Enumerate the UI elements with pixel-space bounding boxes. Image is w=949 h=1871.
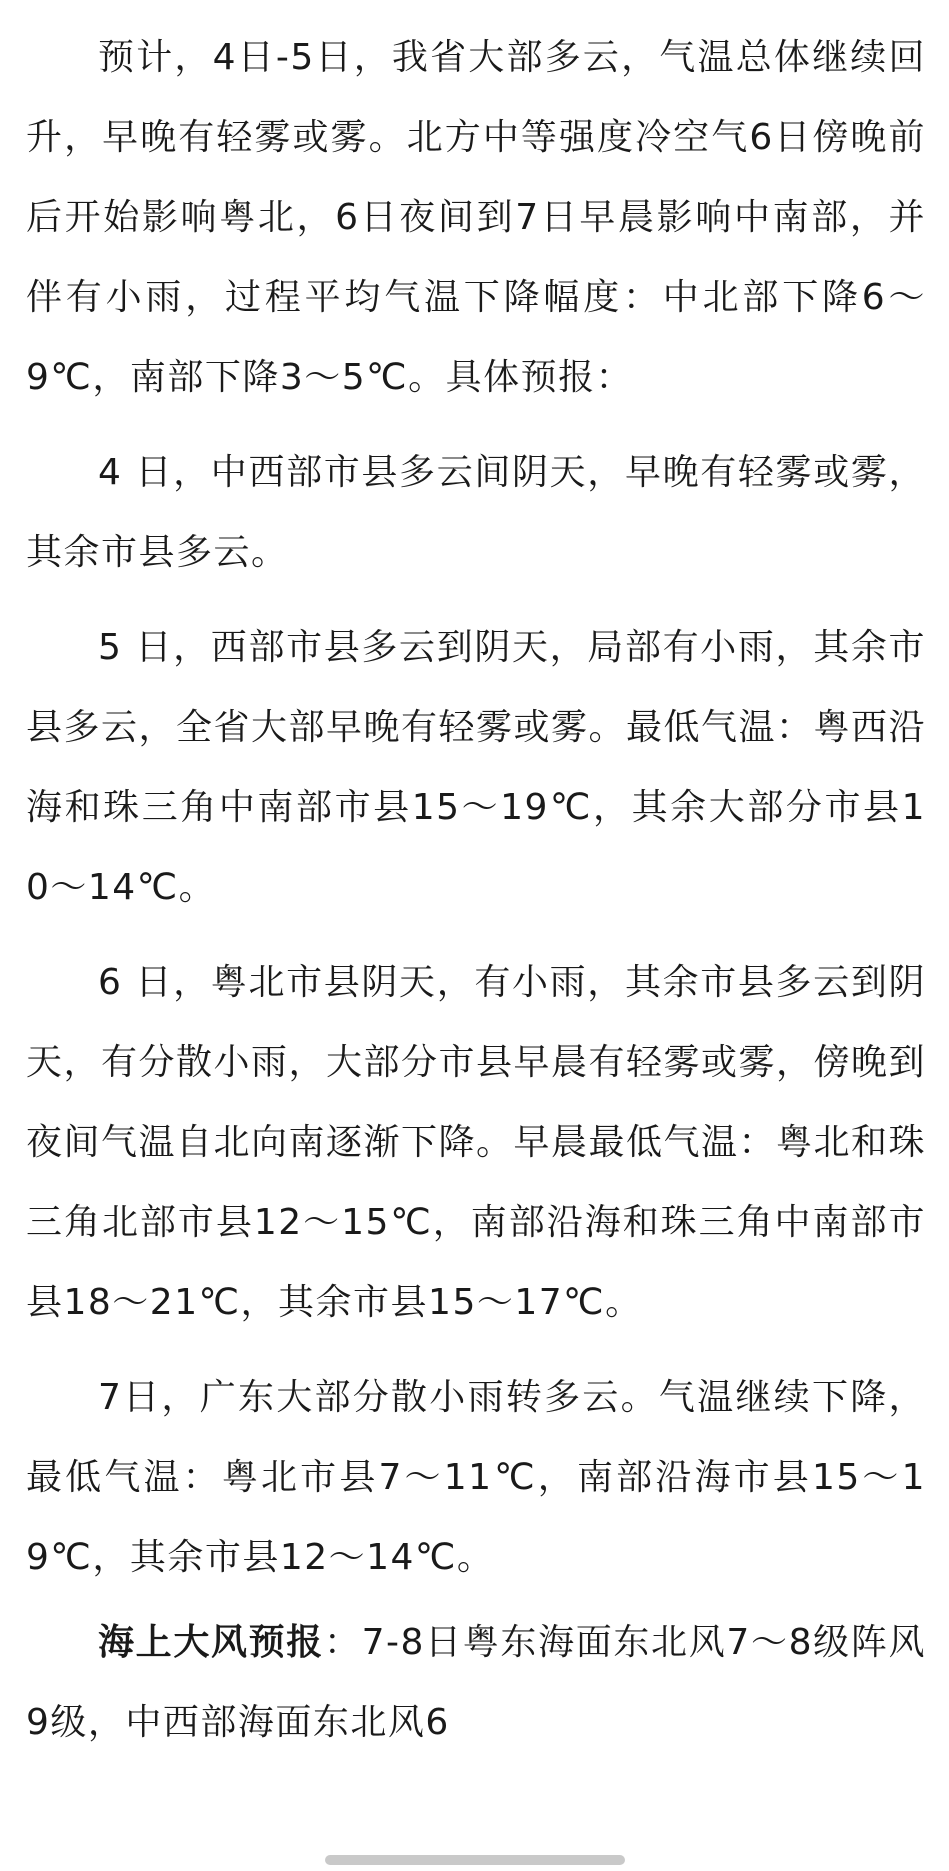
forecast-intro-paragraph: 预计，4日-5日，我省大部多云，气温总体继续回升，早晚有轻雾或雾。北方中等强度冷空气6日傍晚前后开始影响粤北，6日夜间到7日早晨影响中南部，并伴有小雨，过程平均气温下降幅度：中北部下降6～9℃，南部下降3～5℃。具体预报： xyxy=(26,37,926,398)
marine-wind-text: ：7-8日粤东海面东北风7～8级阵风9级，中西部海面东北风6 xyxy=(26,1622,926,1743)
home-indicator-bar[interactable] xyxy=(325,1855,625,1865)
forecast-day5-paragraph: 5 日，西部市县多云到阴天，局部有小雨，其余市县多云，全省大部早晚有轻雾或雾。最低气温：粤西沿海和珠三角中南部市县15～19℃，其余大部分市县10～14℃。 xyxy=(26,627,927,908)
forecast-day6-paragraph: 6 日，粤北市县阴天，有小雨，其余市县多云到阴天，有分散小雨，大部分市县早晨有轻雾或雾，傍晚到夜间气温自北向南逐渐下降。早晨最低气温：粤北和珠三角北部市县12～15℃，南部沿海和珠三角中南部市县18～21℃，其余市县15～17℃。 xyxy=(26,962,927,1323)
marine-wind-forecast-paragraph xyxy=(26,1603,926,1763)
forecast-day4-paragraph: 4 日，中西部市县多云间阴天，早晚有轻雾或雾，其余市县多云。 xyxy=(26,452,926,573)
forecast-day7-paragraph: 7日，广东大部分散小雨转多云。气温继续下降，最低气温：粤北市县7～11℃，南部沿海市县15～19℃，其余市县12～14℃。 xyxy=(26,1377,926,1578)
marine-wind-label: 海上大风预报 xyxy=(98,1622,324,1663)
forecast-document xyxy=(26,18,926,1778)
